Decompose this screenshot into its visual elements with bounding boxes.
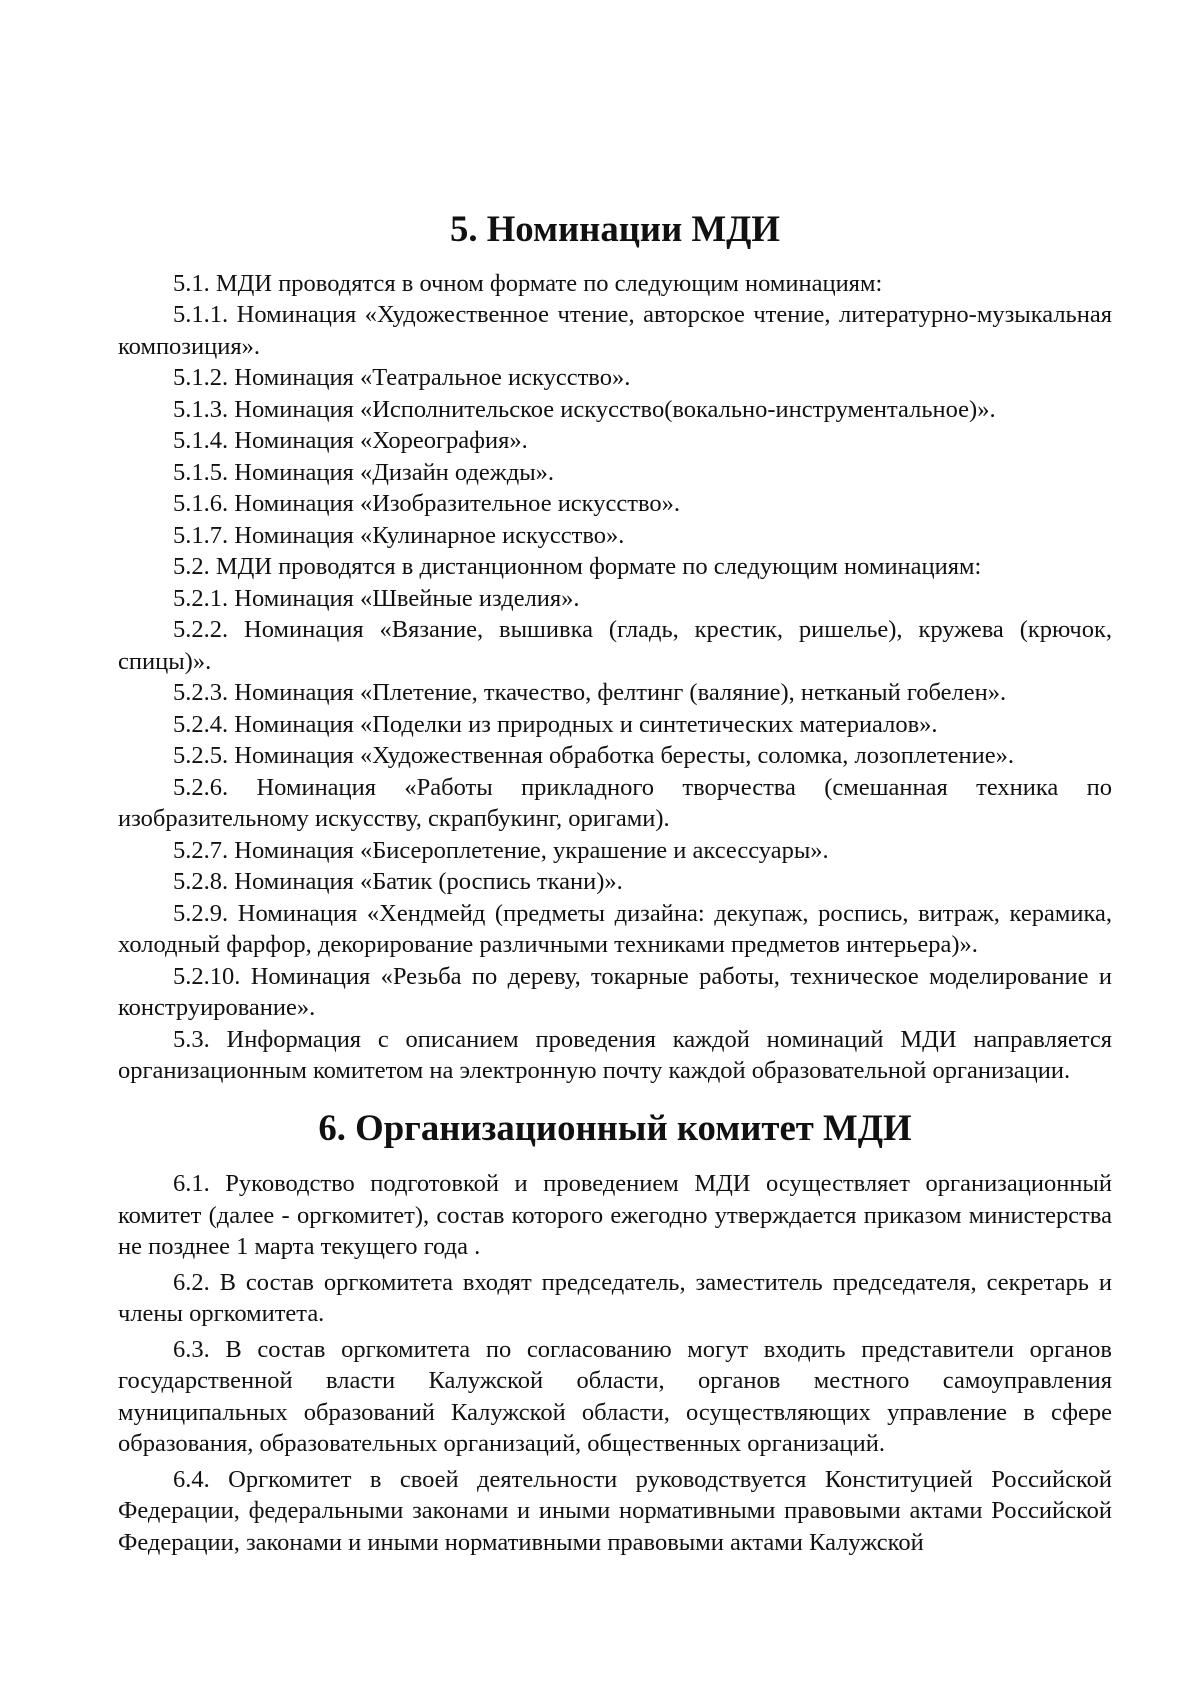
- paragraph-5-1-5: 5.1.5. Номинация «Дизайн одежды».: [173, 458, 555, 486]
- paragraph-5-2-3: 5.2.3. Номинация «Плетение, ткачество, фелтинг (валяние), нетканый гобелен».: [173, 679, 1007, 706]
- paragraph-6-4: 6.4. Оргкомитет в своей деятельности руководствуется Конституцией Российской Федерации, федеральными законами и иными нормативными правовыми актами Российской Федерации, законами и иными нормативными правовыми актами Калужской: [118, 1465, 1112, 1556]
- paragraph-5-2-5: 5.2.5. Номинация «Художественная обработка бересты, соломка, лозоплетение».: [173, 742, 1015, 769]
- paragraph-5-2-1: 5.2.1. Номинация «Швейные изделия».: [173, 584, 580, 612]
- paragraph-5-1-6: 5.1.6. Номинация «Изобразительное искусство».: [173, 490, 680, 517]
- paragraph-5-1-3: 5.1.3. Номинация «Исполнительское искусство(вокально-инструментальное)».: [173, 395, 996, 423]
- paragraph-5-1-1: 5.1.1. Номинация «Художественное чтение, авторское чтение, литературно-музыкальная композиция».: [118, 301, 1112, 360]
- section-6-title: 6. Организационный комитет МДИ: [318, 1106, 912, 1148]
- paragraph-6-3: 6.3. В состав оргкомитета по согласованию могут входить представители органов государственной власти Калужской области, органов местного самоуправления муниципальных образований Калужской области, осуществляющих управление в сфере образования, образовательных организаций, общественных организаций.: [118, 1335, 1112, 1457]
- paragraph-5-1: 5.1. МДИ проводятся в очном формате по следующим номинациям:: [173, 269, 883, 297]
- paragraph-5-2-6: 5.2.6. Номинация «Работы прикладного творчества (смешанная техника по изобразительному искусству, скрапбукинг, оригами).: [118, 773, 1112, 832]
- paragraph-5-2-4: 5.2.4. Номинация «Поделки из природных и синтетических материалов».: [173, 710, 938, 738]
- paragraph-6-2: 6.2. В состав оргкомитета входят председатель, заместитель председателя, секретарь и члены оргкомитета.: [118, 1268, 1112, 1327]
- paragraph-5-2-2: 5.2.2. Номинация «Вязание, вышивка (гладь, крестик, ришелье), кружева (крючок, спицы)».: [118, 616, 1112, 675]
- paragraph-6-1: 6.1. Руководство подготовкой и проведением МДИ осуществляет организационный комитет (далее - оргкомитет), состав которого ежегодно утверждается приказом министерства не позднее 1 марта текущего года .: [118, 1170, 1112, 1260]
- paragraph-5-2-7: 5.2.7. Номинация «Бисероплетение, украшение и аксессуары».: [173, 836, 829, 864]
- section-5-title: 5. Номинации МДИ: [449, 208, 781, 249]
- paragraph-5-2-8: 5.2.8. Номинация «Батик (роспись ткани)».: [173, 868, 623, 895]
- paragraph-5-3: 5.3. Информация с описанием проведения каждой номинаций МДИ направляется организационным комитетом на электронную почту каждой образовательной организации.: [118, 1025, 1112, 1084]
- paragraph-5-1-2: 5.1.2. Номинация «Театральное искусство».: [173, 364, 631, 391]
- paragraph-5-2-10: 5.2.10. Номинация «Резьба по дереву, токарные работы, техническое моделирование и конструирование».: [118, 962, 1112, 1021]
- paragraph-5-2-9: 5.2.9. Номинация «Хендмейд (предметы дизайна: декупаж, роспись, витраж, керамика, холодный фарфор, декорирование различными техниками предметов интерьера)».: [118, 899, 1112, 958]
- paragraph-5-1-4: 5.1.4. Номинация «Хореография».: [173, 427, 528, 454]
- document-page: [118, 208, 1112, 1558]
- paragraph-5-2: 5.2. МДИ проводятся в дистанционном формате по следующим номинациям:: [173, 553, 982, 580]
- paragraph-5-1-7: 5.1.7. Номинация «Кулинарное искусство».: [173, 521, 625, 549]
